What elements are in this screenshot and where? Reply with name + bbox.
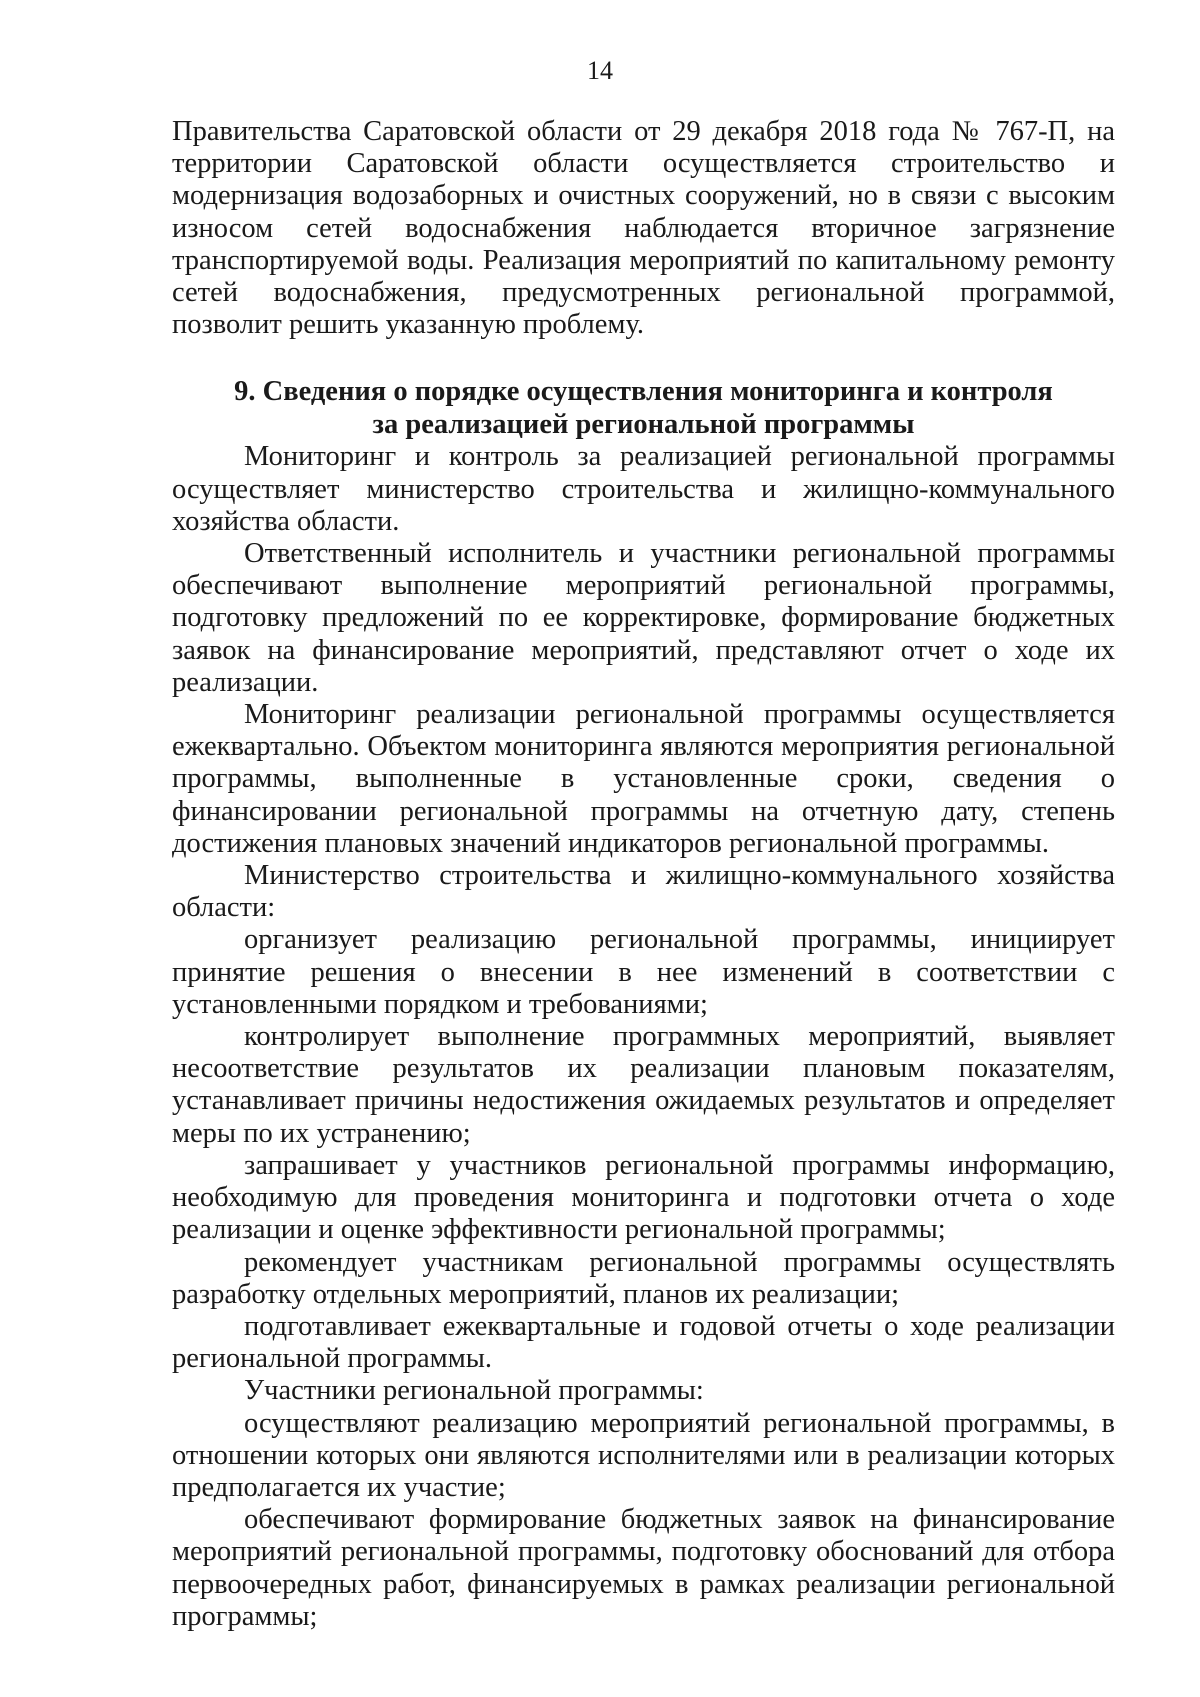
section-heading [172, 375, 1115, 441]
section-heading-line-1: 9. Сведения о порядке осуществления мониторинга и контроля [234, 376, 1053, 408]
paragraph: запрашивает у участников региональной программы информацию, необходимую для проведения мониторинга и подготовки отчета о ходе реализации и оценке эффективности региональной программы; [172, 1149, 1115, 1246]
section-heading-line-2: за реализацией региональной программы [372, 409, 915, 441]
paragraph: обеспечивают формирование бюджетных заявок на финансирование мероприятий региональной программы, подготовку обоснований для отбора первоочередных работ, финансируемых в рамках реализации региональной программы; [172, 1504, 1115, 1632]
paragraph: контролирует выполнение программных мероприятий, выявляет несоответствие результатов их реализации плановым показателям, устанавливает причины недостижения ожидаемых результатов и определяет меры по их устранению; [172, 1021, 1115, 1149]
paragraph: подготавливает ежеквартальные и годовой отчеты о ходе реализации региональной программы. [172, 1310, 1115, 1375]
paragraph: организует реализацию региональной программы, инициирует принятие решения о внесении в нее изменений в соответствии с установленными порядком и требованиями; [172, 924, 1115, 1020]
paragraph: рекомендует участникам региональной программы осуществлять разработку отдельных мероприятий, планов их реализации; [172, 1246, 1115, 1310]
intro-paragraph: Правительства Саратовской области от 29 декабря 2018 года № 767-П, на территории Саратовской области осуществляется строительство и модернизация водозаборных и очистных сооружений, но в связи с высоким износом сетей водоснабжения наблюдается вторичное загрязнение транспортируемой воды. Реализация мероприятий по капитальному ремонту сетей водоснабжения, предусмотренных региональной программой, позволит решить указанную проблему. [172, 116, 1115, 341]
paragraph: Мониторинг и контроль за реализацией региональной программы осуществляет министерство строительства и жилищно-коммунального хозяйства области. [172, 441, 1115, 537]
document-body [172, 116, 1115, 1633]
paragraph: Мониторинг реализации региональной программы осуществляется ежеквартально. Объектом мониторинга являются мероприятия региональной программы, выполненные в установленные сроки, сведения о финансировании региональной программы на отчетную дату, степень достижения плановых значений индикаторов региональной программы. [172, 699, 1115, 859]
paragraph: Участники региональной программы: [244, 1375, 704, 1407]
paragraph: осуществляют реализацию мероприятий региональной программы, в отношении которых они являются исполнителями или в реализации которых предполагается их участие; [172, 1407, 1115, 1503]
paragraph: Ответственный исполнитель и участники региональной программы обеспечивают выполнение мероприятий региональной программы, подготовку предложений по ее корректировке, формирование бюджетных заявок на финансирование мероприятий, представляют отчет о ходе их реализации. [172, 538, 1115, 698]
page-number: 14 [587, 56, 613, 85]
paragraph: Министерство строительства и жилищно-коммунального хозяйства области: [172, 860, 1115, 924]
